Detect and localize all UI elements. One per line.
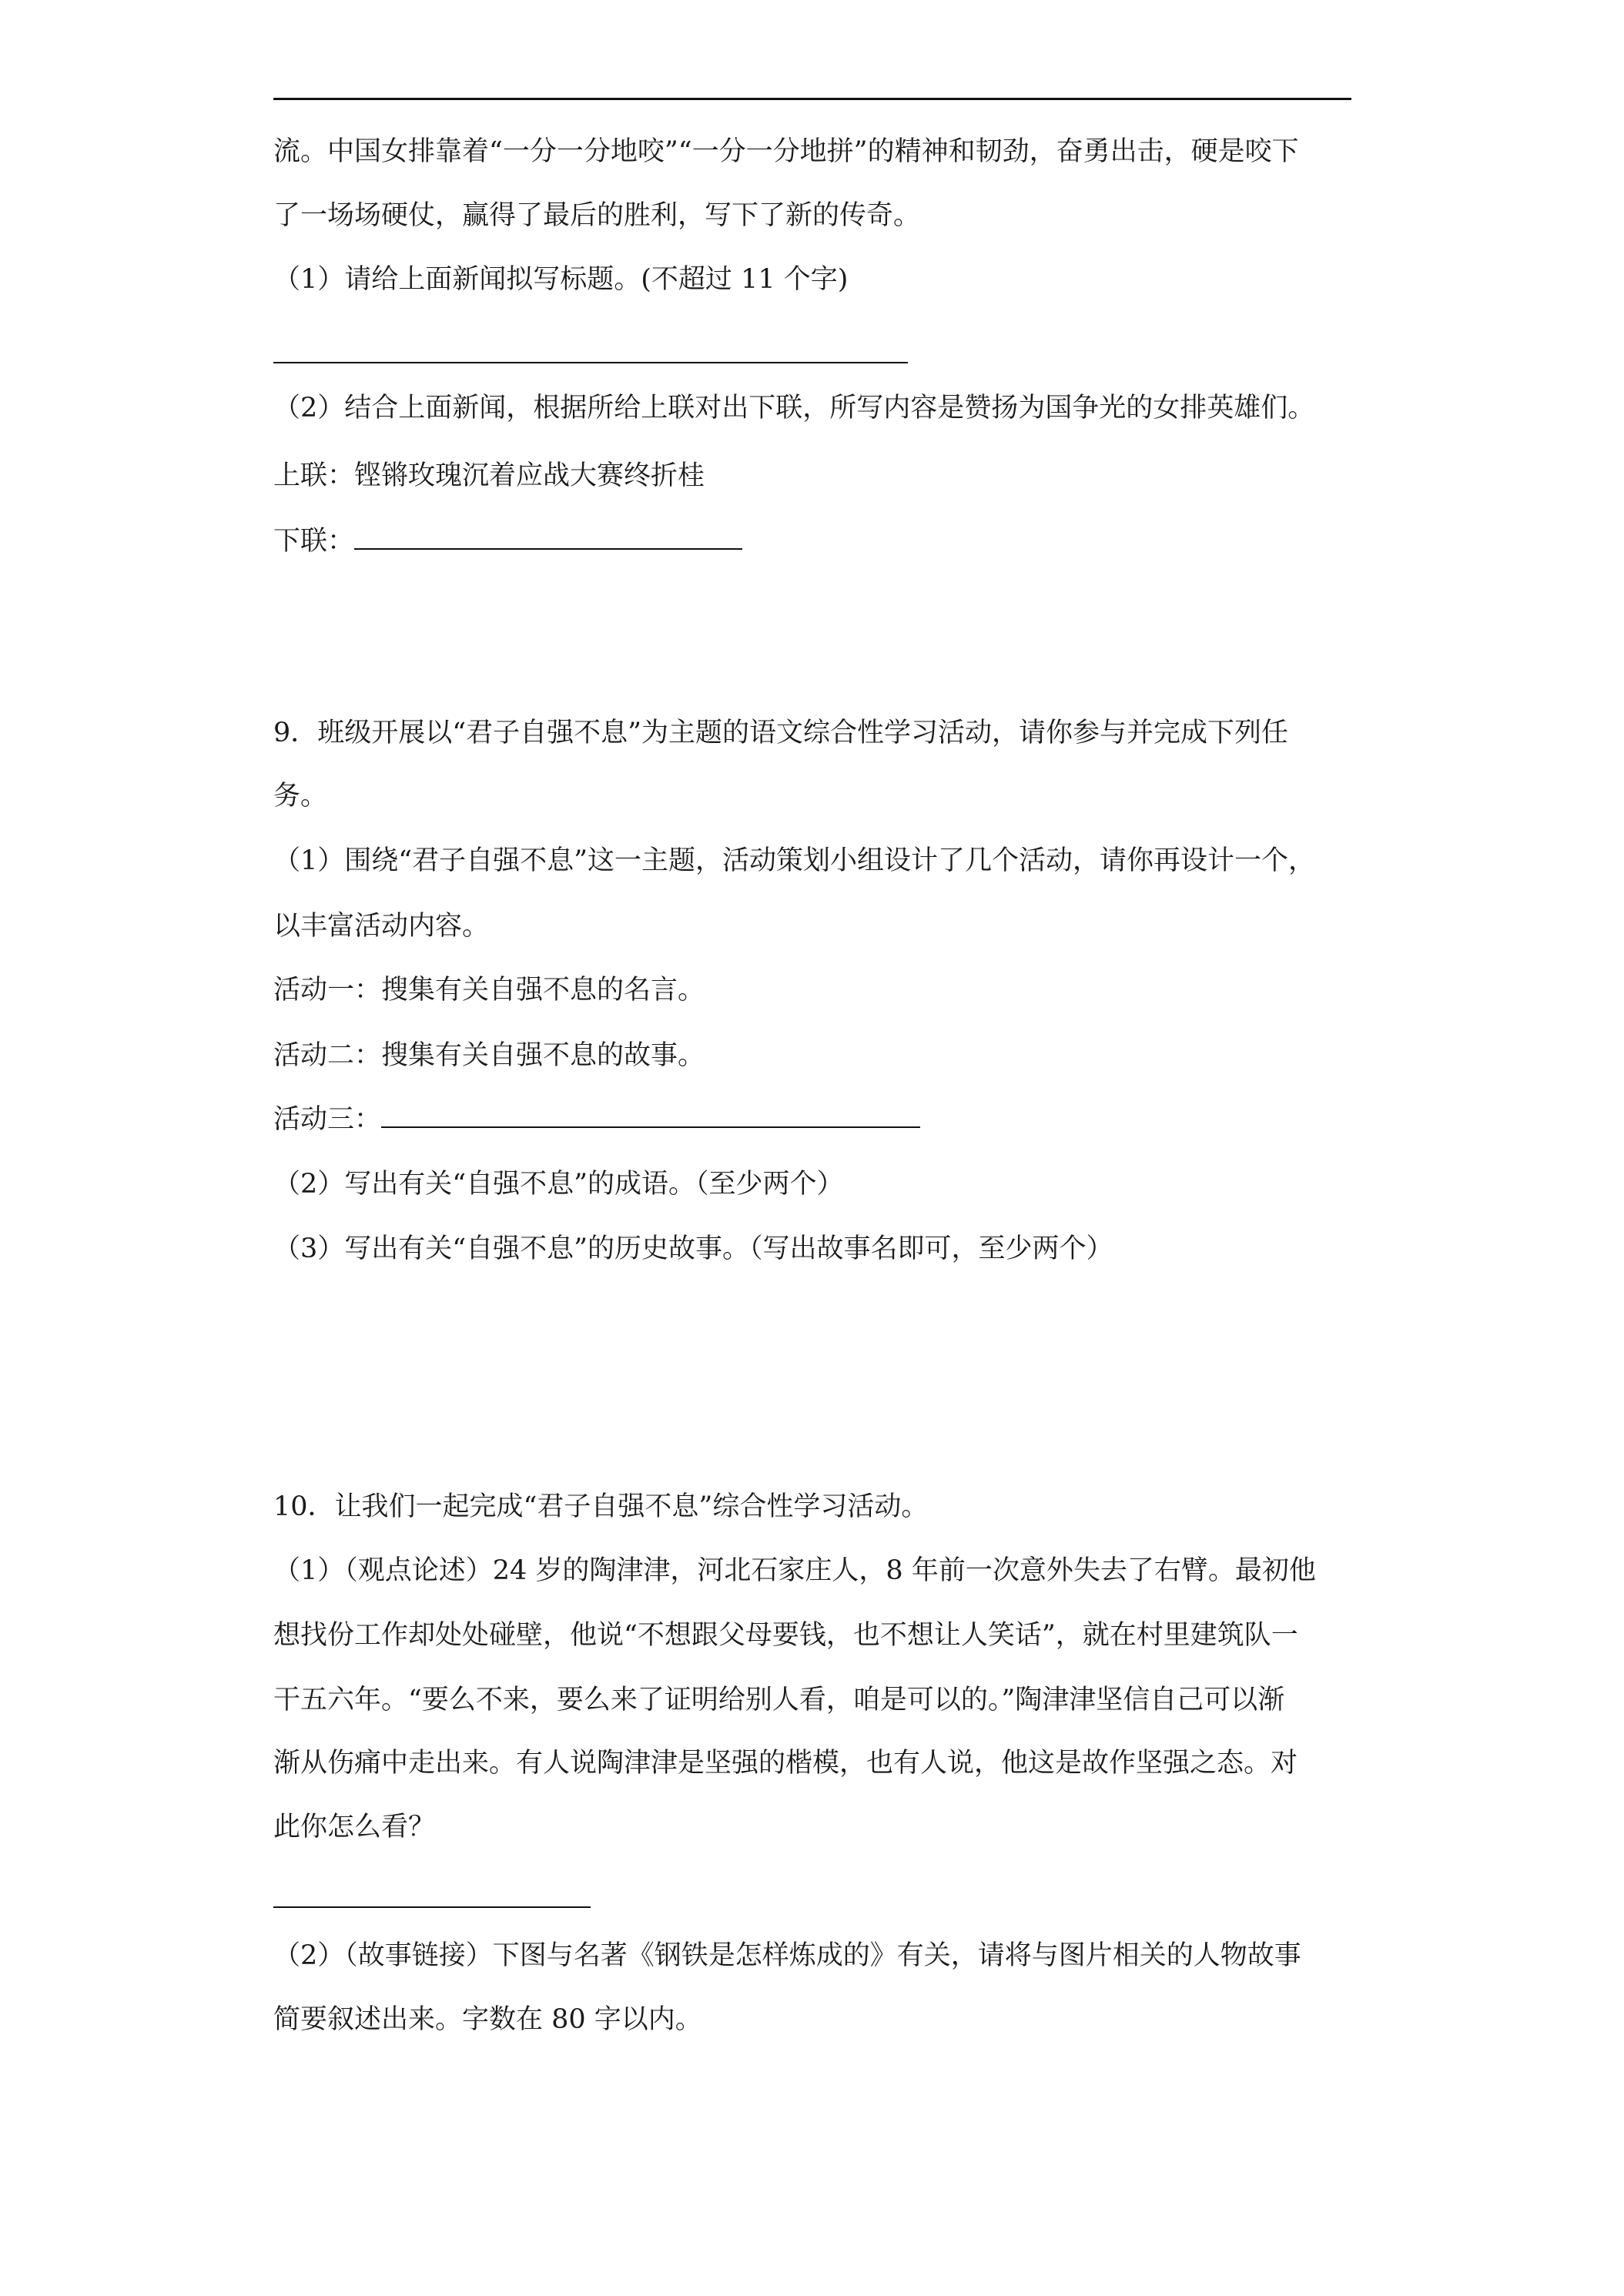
q10-subquestion-2-line-2: 简要叙述出来。字数在 80 字以内。 xyxy=(273,2004,702,2035)
q8-upper-couplet: 上联：铿锵玫瑰沉着应战大赛终折桂 xyxy=(273,460,705,491)
q8-passage-line-1: 流。中国女排靠着“一分一分地咬”“一分一分地拼”的精神和韧劲，奋勇出击，硬是咬下 xyxy=(273,136,1299,167)
q10-subquestion-1-line-3: 干五六年。“要么不来，要么来了证明给别人看，咱是可以的。”陶津津坚信自己可以渐 xyxy=(273,1685,1285,1715)
q8-answer-line-1[interactable] xyxy=(273,362,908,363)
q10-stem: 10．让我们一起完成“君子自强不息”综合性学习活动。 xyxy=(273,1491,929,1522)
q8-lower-couplet-label: 下联： xyxy=(273,526,355,557)
q9-stem-line-2: 务。 xyxy=(273,781,328,812)
q8-subquestion-2: （2）结合上面新闻，根据所给上联对出下联，所写内容是赞扬为国争光的女排英雄们。 xyxy=(273,393,1315,423)
header-rule xyxy=(273,98,1351,100)
q9-subquestion-2: （2）写出有关“自强不息”的成语。（至少两个） xyxy=(273,1169,844,1200)
q9-activity-1: 活动一：搜集有关自强不息的名言。 xyxy=(273,975,705,1006)
q10-subquestion-1-line-2: 想找份工作却处处碰壁，他说“不想跟父母要钱，也不想让人笑话”，就在村里建筑队一 xyxy=(273,1620,1298,1651)
q8-lower-couplet-row xyxy=(273,524,742,558)
q8-lower-couplet-blank[interactable] xyxy=(354,525,742,550)
q9-activity-3-label: 活动三： xyxy=(273,1104,382,1135)
q9-subquestion-1-line-1: （1）围绕“君子自强不息”这一主题，活动策划小组设计了几个活动，请你再设计一个， xyxy=(273,845,1316,876)
q9-activity-3-row xyxy=(273,1103,920,1136)
q10-subquestion-2-line-1: （2）（故事链接）下图与名著《钢铁是怎样炼成的》有关，请将与图片相关的人物故事 xyxy=(273,1940,1301,1971)
q9-subquestion-3: （3）写出有关“自强不息”的历史故事。（写出故事名即可，至少两个） xyxy=(273,1233,1113,1264)
q8-subquestion-1: （1）请给上面新闻拟写标题。(不超过 11 个字) xyxy=(273,264,849,295)
q8-passage-line-2: 了一场场硬仗，赢得了最后的胜利，写下了新的传奇。 xyxy=(273,200,921,231)
q10-subquestion-1-line-1: （1）（观点论述）24 岁的陶津津，河北石家庄人，8 年前一次意外失去了右臂。最初他 xyxy=(273,1555,1316,1586)
q9-stem-line-1: 9．班级开展以“君子自强不息”为主题的语文综合性学习活动，请你参与并完成下列任 xyxy=(273,718,1289,748)
q9-activity-2: 活动二：搜集有关自强不息的故事。 xyxy=(273,1040,705,1071)
q10-subquestion-1-line-4: 渐从伤痛中走出来。有人说陶津津是坚强的楷模，也有人说，他这是故作坚强之态。对 xyxy=(273,1748,1298,1779)
q10-subquestion-1-line-5: 此你怎么看？ xyxy=(273,1812,436,1842)
q9-activity-3-blank[interactable] xyxy=(381,1103,920,1128)
q10-answer-line-1[interactable] xyxy=(273,1906,591,1908)
q9-subquestion-1-line-2: 以丰富活动内容。 xyxy=(273,911,490,942)
